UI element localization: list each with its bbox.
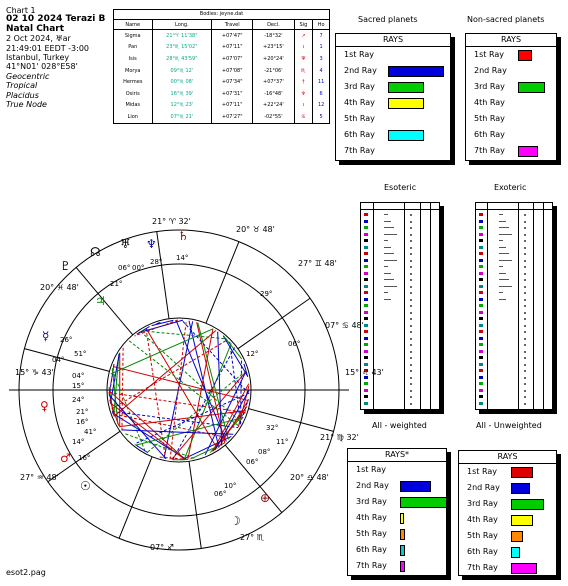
bodies-cell: 6 [319, 90, 323, 97]
cusp-label: 07° ♐ [150, 543, 174, 552]
exoteric-title: Exoteric [494, 183, 527, 192]
ray-label: 3rd Ray [356, 497, 387, 506]
ray-row [336, 111, 450, 127]
eso-row-glyph [479, 246, 483, 249]
eso-row-glyph [479, 317, 483, 320]
bodies-col-header: Decl. [253, 20, 294, 30]
ray-label: 2nd Ray [467, 483, 500, 492]
eso-row-glyph [479, 402, 483, 405]
ray-row [466, 111, 556, 127]
degree-label: 21° [110, 280, 123, 288]
planet-glyph-icon: ♂ [60, 451, 71, 465]
aspect-line [109, 391, 186, 460]
eso-row-glyph [364, 252, 368, 255]
eso-row-glyph [479, 311, 483, 314]
degree-label: 28° [150, 258, 163, 266]
ray-row [348, 510, 446, 526]
planet-glyph-icon: ♀ [40, 399, 49, 413]
table-row [114, 53, 329, 65]
eso-row-glyph [364, 317, 368, 320]
bodies-cell: Isis [114, 53, 152, 65]
bodies-cell: 21°♈ 11'38" [152, 30, 212, 42]
ray-label: 3rd Ray [344, 82, 375, 91]
cusp-label: 21° ♍ 32' [320, 433, 359, 442]
degree-label: 06° [118, 264, 131, 272]
degree-label: 11° [276, 438, 289, 446]
eso-row-glyph [364, 233, 368, 236]
bodies-cell: 09°♏ 12' [152, 65, 212, 77]
ray-bar [511, 499, 544, 510]
chart-coords: 41°N01' 028°E58' [6, 62, 78, 72]
ray-bar [388, 66, 444, 77]
eso-row-glyph [479, 304, 483, 307]
bodies-cell: ♋ [294, 111, 313, 123]
ray-label: 3rd Ray [467, 499, 498, 508]
eso-row-glyph [364, 226, 368, 229]
bodies-cell: 23°♏ 15'02" [152, 42, 212, 54]
bodies-cell: 3 [319, 55, 323, 62]
eso-row-glyph [479, 291, 483, 294]
eso-row-glyph [364, 278, 368, 281]
bodies-cell: † [294, 76, 313, 88]
degree-label: 32° [266, 424, 279, 432]
ray-row [336, 143, 450, 159]
cusp-label: 15° ♌ 43' [345, 368, 384, 377]
bodies-cell: -16°48' [253, 88, 294, 100]
eso-row-glyph [479, 356, 483, 359]
house-cusp-line [206, 242, 239, 324]
ray-row [459, 480, 556, 496]
degree-label: 15° [72, 382, 85, 390]
eso-row-glyph [364, 395, 368, 398]
eso-row-glyph [479, 265, 483, 268]
degree-label: 04° [52, 356, 65, 364]
chart-system-houses: Placidus [6, 90, 39, 100]
eso-row-glyph [364, 363, 368, 366]
eso-row-glyph [479, 324, 483, 327]
bodies-cell: +07'07" [212, 53, 253, 65]
eso-row-glyph [364, 324, 368, 327]
ray-label: 1st Ray [356, 465, 386, 474]
eso-row-glyph [364, 246, 368, 249]
chart-system-node: True Node [6, 100, 47, 110]
bodies-cell: Ψ [294, 53, 313, 65]
bodies-cell: +07'47" [212, 30, 253, 42]
rays-box-title: RAYS* [348, 449, 446, 462]
table-row [114, 30, 329, 42]
bodies-cell: ι [294, 100, 313, 112]
ray-bar [388, 98, 424, 109]
bodies-table [113, 9, 330, 124]
eso-row-glyph [479, 220, 483, 223]
bodies-cell: 00°♏ 08' [152, 76, 212, 88]
bodies-col-header: Sig [294, 20, 313, 30]
bodies-cell: Morya [114, 65, 152, 77]
eso-row-glyph [479, 376, 483, 379]
ray-bar [511, 483, 530, 494]
degree-label: 06° [214, 490, 227, 498]
ray-bar [400, 561, 405, 572]
ray-row [336, 63, 450, 79]
cusp-label: 27° ♏ [240, 533, 264, 542]
cusp-label: 21° ♈ 32' [152, 217, 191, 226]
eso-row-glyph [364, 402, 368, 405]
ray-row [459, 544, 556, 560]
degree-label: 08° [258, 448, 271, 456]
degree-label: 00° [132, 264, 145, 272]
eso-row-glyph [479, 389, 483, 392]
eso-row-glyph [479, 330, 483, 333]
bodies-cell: +22°24' [253, 100, 294, 112]
eso-row-glyph [364, 259, 368, 262]
house-cusp-line [157, 232, 169, 319]
ray-label: 2nd Ray [356, 481, 389, 490]
ray-bar [400, 513, 404, 524]
sacred-title: Sacred planets [358, 15, 418, 24]
planet-glyph-icon: ♅ [120, 237, 131, 251]
cusp-label: 07° ♋ 48' [325, 321, 364, 330]
degree-label: 41° [84, 428, 97, 436]
ray-label: 5th Ray [474, 114, 505, 123]
eso-row-glyph [364, 220, 368, 223]
aspect-line [111, 329, 213, 374]
degree-label: 21° [76, 408, 89, 416]
ray-bar [518, 146, 538, 157]
ray-label: 7th Ray [344, 146, 375, 155]
bodies-col-header: Travel [212, 20, 253, 30]
eso-row-glyph [364, 311, 368, 314]
bodies-cell: Lion [114, 111, 152, 123]
ray-bar [400, 497, 447, 508]
eso-row-glyph [479, 285, 483, 288]
ray-label: 3rd Ray [474, 82, 505, 91]
aspect-line [146, 328, 217, 448]
eso-row-glyph [364, 239, 368, 242]
ray-label: 6th Ray [474, 130, 505, 139]
ray-row [348, 542, 446, 558]
bodies-cell: Sigma [114, 30, 152, 42]
ray-label: 4th Ray [356, 513, 387, 522]
degree-label: 12° [246, 350, 259, 358]
eso-row-glyph [479, 233, 483, 236]
ray-row [466, 79, 556, 95]
eso-row-glyph [479, 337, 483, 340]
degree-label: 16° [78, 454, 91, 462]
eso-row-glyph [479, 350, 483, 353]
unweighted-rays-box [458, 450, 557, 576]
esoteric-title: Esoteric [384, 183, 417, 192]
bodies-cell: 28°♏ 43'59" [152, 53, 212, 65]
ray-label: 5th Ray [356, 529, 387, 538]
table-row [114, 88, 329, 100]
ray-bar [400, 481, 431, 492]
bodies-cell: ♏ [294, 65, 313, 77]
ray-row [459, 496, 556, 512]
chart-system-zodiac: Tropical [6, 81, 38, 91]
chart-date: 2 Oct 2024, ♅ar [6, 34, 71, 44]
house-cusp-line [189, 461, 201, 548]
cusp-label: 27° ♒ 48' [20, 473, 59, 482]
ray-label: 7th Ray [356, 561, 387, 570]
ray-label: 5th Ray [467, 531, 498, 540]
ray-row [466, 143, 556, 159]
eso-row-glyph [364, 382, 368, 385]
bodies-cell: Midas [114, 100, 152, 112]
bodies-cell: -18°32' [253, 30, 294, 42]
ray-bar [400, 529, 405, 540]
planet-glyph-icon: ☉ [80, 479, 91, 493]
ray-row [459, 560, 556, 576]
eso-row-glyph [479, 213, 483, 216]
ray-bar [400, 545, 405, 556]
exoteric-caption: All - Unweighted [476, 421, 542, 430]
ray-bar [511, 547, 520, 558]
table-row [114, 65, 329, 77]
bodies-caption: Bodies: jeyne.dat [114, 10, 329, 20]
chart-time: 21:49:01 EEDT -3:00 [6, 43, 90, 53]
table-row [114, 76, 329, 88]
ray-row [466, 127, 556, 143]
cusp-label: 27° ♊ 48' [298, 259, 337, 268]
ray-bar [388, 130, 424, 141]
degree-label: 14° [176, 254, 189, 262]
weighted-rays-box [347, 448, 447, 576]
ray-label: 4th Ray [474, 98, 505, 107]
planet-glyph-icon: ♇ [60, 259, 71, 273]
ray-row [459, 464, 556, 480]
eso-row-glyph [364, 213, 368, 216]
ray-row [336, 47, 450, 63]
cusp-label: 20° ♉ 48' [236, 225, 275, 234]
cusp-label: 20° ♓ 48' [40, 283, 79, 292]
eso-row-glyph [364, 337, 368, 340]
eso-row-glyph [479, 298, 483, 301]
eso-row-glyph [364, 265, 368, 268]
rays-box-title: RAYS [466, 34, 556, 47]
chart-name: 02 10 2024 Terazi B [6, 14, 106, 25]
eso-row-glyph [479, 278, 483, 281]
table-row [114, 100, 329, 112]
bodies-cell: -02°55' [253, 111, 294, 123]
ray-label: 4th Ray [467, 515, 498, 524]
chart-system-geo: Geocentric [6, 71, 50, 81]
eso-row-glyph [479, 363, 483, 366]
aspect-line [112, 340, 228, 409]
ray-label: 6th Ray [344, 130, 375, 139]
ray-label: 5th Ray [344, 114, 375, 123]
ray-bar [511, 531, 523, 542]
eso-row-glyph [364, 272, 368, 275]
bodies-cell: 5 [319, 113, 323, 120]
aspect-line [114, 331, 216, 417]
house-cusp-line [225, 445, 282, 512]
ray-row [466, 47, 556, 63]
rays-box-title: RAYS [336, 34, 450, 47]
planet-glyph-icon: ♆ [146, 237, 157, 251]
ray-label: 2nd Ray [474, 66, 507, 75]
eso-row-glyph [479, 369, 483, 372]
planet-glyph-icon: ☊ [90, 245, 101, 259]
eso-row-glyph [364, 356, 368, 359]
ray-label: 1st Ray [344, 50, 374, 59]
ray-row [348, 526, 446, 542]
bodies-cell: ♆ [294, 88, 313, 100]
degree-label: 26° [60, 336, 73, 344]
planet-glyph-icon: ☽ [230, 514, 241, 528]
bodies-cell: +23°15' [253, 42, 294, 54]
ray-label: 7th Ray [474, 146, 505, 155]
table-row [114, 111, 329, 123]
ray-label: 6th Ray [356, 545, 387, 554]
bodies-cell: 11 [317, 79, 325, 86]
bodies-cell: 1 [319, 44, 323, 51]
eso-row-glyph [364, 343, 368, 346]
bodies-cell: 12°♏ 23' [152, 100, 212, 112]
bodies-cell: +07°37' [253, 76, 294, 88]
chart-header [6, 6, 105, 109]
eso-row-glyph [364, 304, 368, 307]
eso-row-glyph [479, 382, 483, 385]
aspect-line [152, 320, 174, 325]
ray-row [336, 95, 450, 111]
degree-label: 14° [72, 438, 85, 446]
degree-label: 06° [288, 340, 301, 348]
bodies-cell: ι [294, 42, 313, 54]
bodies-cell: +07'08" [212, 65, 253, 77]
ray-bar [388, 82, 424, 93]
ray-row [459, 512, 556, 528]
eso-row-glyph [364, 389, 368, 392]
bodies-cell: +07'34" [212, 76, 253, 88]
esoteric-caption: All - weighted [372, 421, 427, 430]
bodies-cell: Hermes [114, 76, 152, 88]
ray-label: 2nd Ray [344, 66, 377, 75]
ray-label: 7th Ray [467, 563, 498, 572]
bodies-col-header: Name [114, 20, 152, 30]
nonsacred-title: Non-sacred planets [467, 15, 545, 24]
degree-label: 04° [72, 372, 85, 380]
table-row [114, 42, 329, 54]
bodies-cell: -21°06' [253, 65, 294, 77]
bodies-cell: ↗ [294, 30, 313, 42]
degree-label: 10° [224, 482, 237, 490]
ray-row [348, 478, 446, 494]
bodies-cell: +07'11" [212, 100, 253, 112]
exoteric-table [475, 202, 553, 410]
eso-row-glyph [364, 298, 368, 301]
ray-row [348, 462, 446, 478]
eso-row-glyph [479, 395, 483, 398]
ray-bar [511, 467, 533, 478]
sacred-rays-box [335, 33, 451, 161]
ray-bar [511, 563, 537, 574]
eso-row-glyph [479, 239, 483, 242]
ray-label: 1st Ray [474, 50, 504, 59]
bodies-cell: 12 [317, 102, 325, 109]
ray-label: 4th Ray [344, 98, 375, 107]
ray-label: 6th Ray [467, 547, 498, 556]
eso-row-glyph [479, 259, 483, 262]
degree-label: 51° [74, 350, 87, 358]
planet-glyph-icon: ⊕ [260, 491, 271, 505]
eso-row-glyph [364, 350, 368, 353]
bodies-grid [114, 20, 329, 123]
degree-label: 29° [260, 290, 273, 298]
ray-row [466, 63, 556, 79]
cusp-label: 15° ♑ 43' [15, 368, 54, 377]
bodies-cell: 16°♏ 39' [152, 88, 212, 100]
ray-row [459, 528, 556, 544]
cusp-label: 20° ♎ 48' [290, 473, 329, 482]
bodies-cell: +20°24' [253, 53, 294, 65]
footer-filename: esot2.pag [6, 568, 46, 577]
ray-bar [518, 50, 532, 61]
chart-place: Istanbul, Turkey [6, 53, 70, 63]
ray-row [348, 558, 446, 574]
planet-glyph-icon: ☿ [42, 329, 50, 343]
eso-row-glyph [479, 226, 483, 229]
bodies-col-header: Ho [313, 20, 329, 30]
ray-row [336, 127, 450, 143]
eso-row-glyph [479, 252, 483, 255]
bodies-cell: +07'11" [212, 42, 253, 54]
eso-row-glyph [479, 272, 483, 275]
bodies-cell: Pan [114, 42, 152, 54]
planet-glyph-icon: ♄ [178, 229, 189, 243]
degree-label: 24° [72, 396, 85, 404]
ray-row [348, 494, 446, 510]
bodies-cell: +07'27" [212, 111, 253, 123]
eso-row-glyph [479, 343, 483, 346]
degree-label: 16° [76, 418, 89, 426]
chart-type: Natal Chart [6, 23, 65, 34]
ray-row [336, 79, 450, 95]
chart-number: Chart 1 [6, 6, 36, 15]
nonsacred-rays-box [465, 33, 557, 161]
aspect-line [122, 348, 123, 431]
bodies-col-header: Long. [152, 20, 212, 30]
degree-label: 06° [246, 458, 259, 466]
house-cusp-line [119, 457, 152, 539]
esoteric-table [360, 202, 440, 410]
eso-row-glyph [364, 291, 368, 294]
planet-glyph-icon: ♃ [95, 294, 106, 308]
ray-row [466, 95, 556, 111]
bodies-cell: 7 [319, 32, 323, 39]
ray-label: 1st Ray [467, 467, 497, 476]
ray-bar [511, 515, 533, 526]
house-cusp-line [249, 409, 334, 432]
bodies-cell: 4 [319, 67, 323, 74]
bodies-cell: 07°♏ 21' [152, 111, 212, 123]
bodies-cell: +07'31" [212, 88, 253, 100]
bodies-cell: Osiris [114, 88, 152, 100]
rays-box-title: RAYS [459, 451, 556, 464]
eso-row-glyph [364, 285, 368, 288]
eso-row-glyph [364, 330, 368, 333]
ray-bar [518, 82, 545, 93]
